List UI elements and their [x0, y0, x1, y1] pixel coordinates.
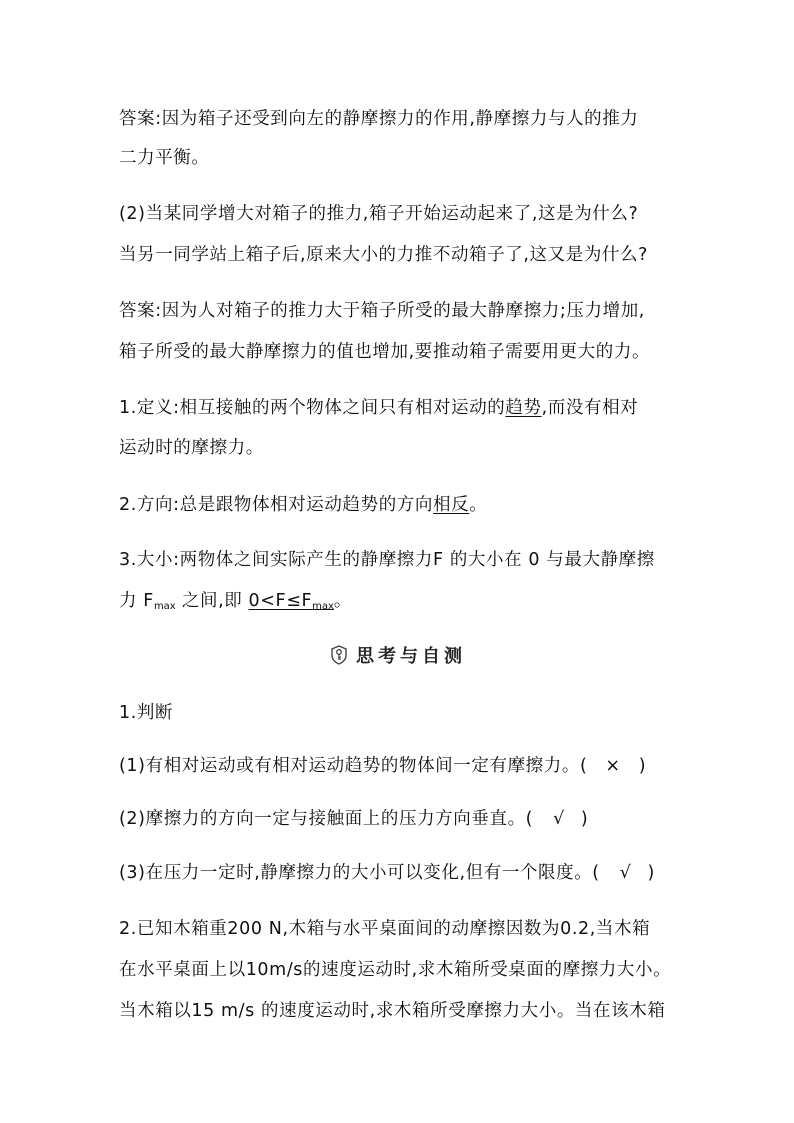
- judge-item-text: (3)在压力一定时,静摩擦力的大小可以变化,但有一个限度。(: [119, 863, 600, 883]
- direction-blank-answer: 相反: [433, 495, 470, 515]
- formula-subscript: max: [312, 601, 334, 612]
- definition-blank-answer: 趋势: [505, 398, 542, 418]
- judge-item-2: [119, 808, 588, 830]
- problem-2-line-3: 当木箱以15 m/s 的速度运动时,求木箱所受摩擦力大小。当在该木箱: [119, 1001, 666, 1021]
- question-2-line-1: (2)当某同学增大对箱子的推力,箱子开始运动起来了,这是为什么?: [119, 204, 639, 224]
- judge-item-text: (1)有相对运动或有相对运动趋势的物体间一定有摩擦力。(: [119, 756, 588, 776]
- question-2-line-2: 当另一同学站上箱子后,原来大小的力推不动箱子了,这又是为什么?: [119, 245, 649, 265]
- judge-mark-cross: ×: [605, 756, 621, 776]
- magnitude-formula: [249, 591, 334, 611]
- problem-2-line-2: 在水平桌面上以10m/s的速度运动时,求木箱所受桌面的摩擦力大小。: [119, 960, 672, 980]
- judge-item-text: (2)摩擦力的方向一定与接触面上的压力方向垂直。(: [119, 809, 534, 829]
- answer-2-line-1: 答案:因为人对箱子的推力大于箱子所受的最大静摩擦力;压力增加,: [119, 301, 645, 321]
- definition-suffix: ,而没有相对: [541, 398, 639, 418]
- direction-line: [119, 494, 487, 516]
- definition-prefix: 1.定义:相互接触的两个物体之间只有相对运动的: [119, 398, 506, 418]
- formula-main: 0<F≤F: [248, 591, 313, 611]
- section-heading: [330, 642, 466, 668]
- key-shield-icon: [330, 645, 348, 665]
- answer-2-line-2: 箱子所受的最大静摩擦力的值也增加,要推动箱子需要用更大的力。: [119, 342, 651, 362]
- judge-item-3: [119, 862, 655, 884]
- judge-mark-check: √: [619, 863, 632, 883]
- judge-item-close: ): [638, 756, 647, 776]
- answer-1-line-1: 答案:因为箱子还受到向左的静摩擦力的作用,静摩擦力与人的推力: [119, 109, 639, 129]
- direction-prefix: 2.方向:总是跟物体相对运动趋势的方向: [119, 495, 433, 515]
- direction-suffix: 。: [469, 495, 488, 515]
- judge-item-close: ): [580, 809, 589, 829]
- judge-mark-check: √: [553, 809, 565, 829]
- judge-item-1: [119, 755, 646, 777]
- answer-1-line-2: 二力平衡。: [119, 148, 210, 168]
- magnitude-line-2: [119, 590, 352, 618]
- definition-line-2: 运动时的摩擦力。: [119, 438, 264, 458]
- magnitude-middle: 之间,即: [175, 591, 249, 611]
- magnitude-suffix: 。: [333, 591, 353, 611]
- judge-title: 1.判断: [119, 703, 174, 723]
- fmax-label: 力 F: [119, 591, 154, 611]
- magnitude-line-1: 3.大小:两物体之间实际产生的静摩擦力F 的大小在 0 与最大静摩擦: [119, 550, 655, 570]
- fmax-subscript: max: [153, 601, 176, 612]
- definition-line-1: [119, 397, 638, 419]
- section-title: 思考与自测: [356, 646, 466, 667]
- judge-item-close: ): [647, 863, 655, 883]
- problem-2-line-1: 2.已知木箱重200 N,木箱与水平桌面间的动摩擦因数为0.2,当木箱: [119, 919, 651, 939]
